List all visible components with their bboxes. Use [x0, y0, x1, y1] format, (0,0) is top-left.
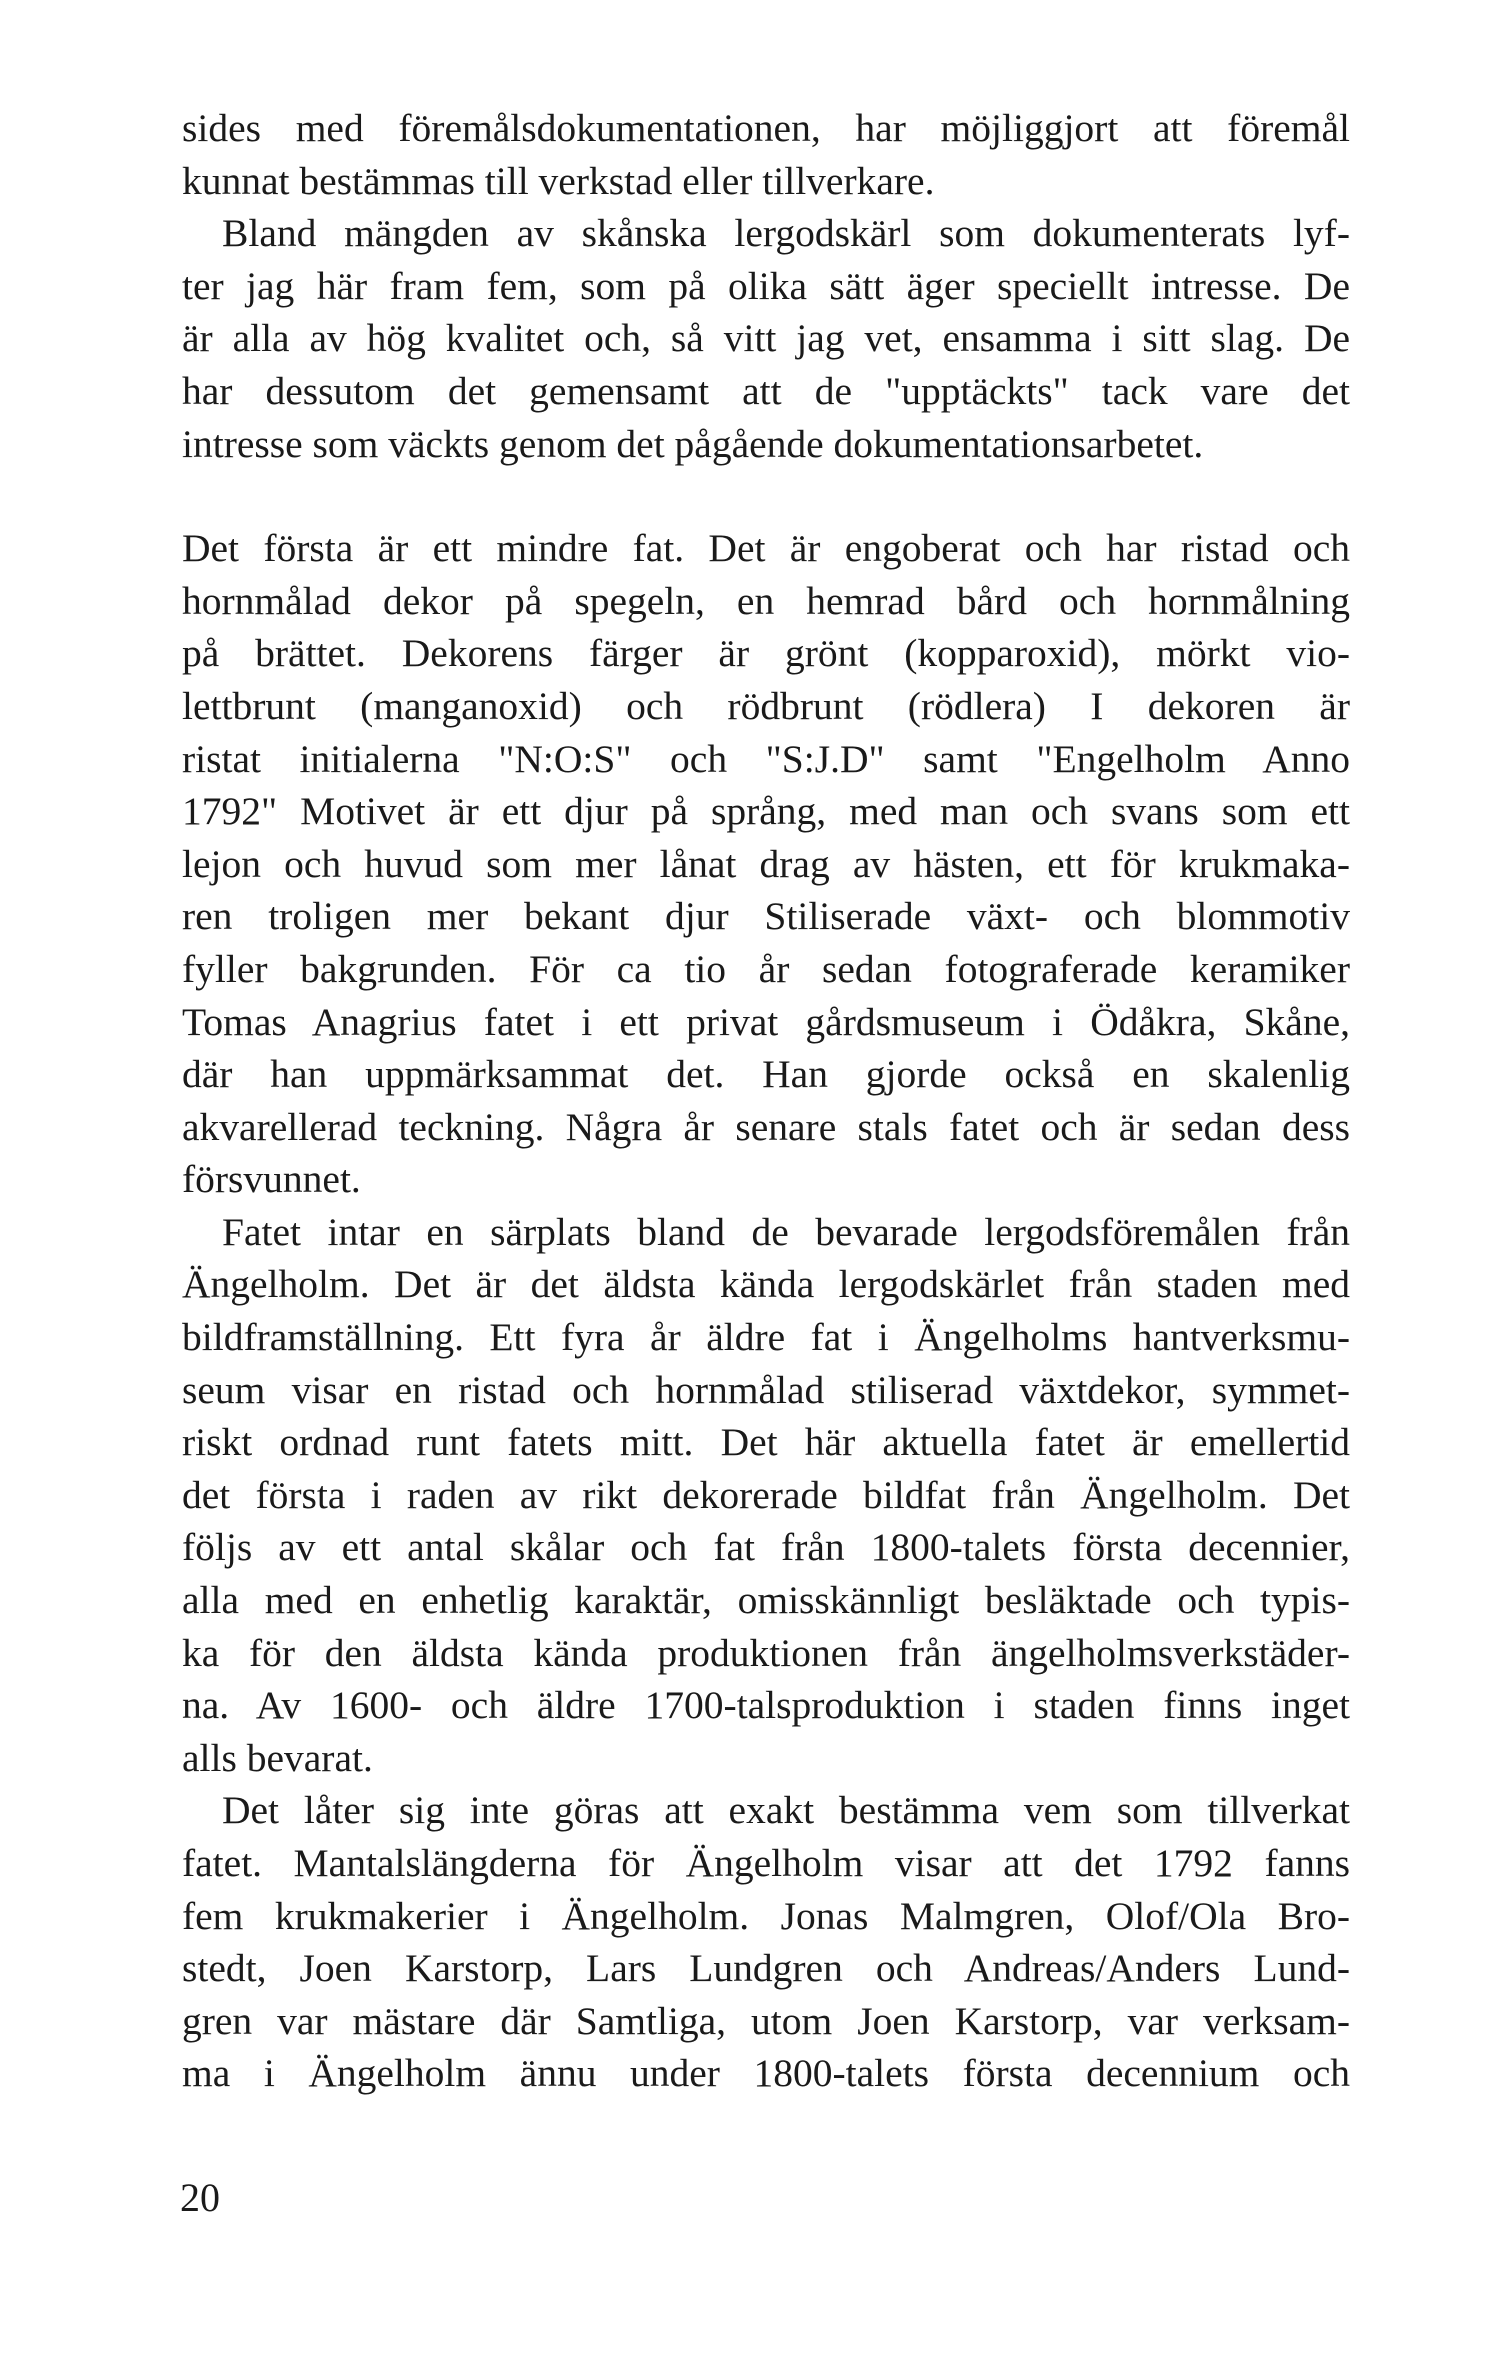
text-line: ma i Ängelholm ännu under 1800-talets första decennium och — [182, 2051, 1350, 2096]
text-line: där han uppmärksammat det. Han gjorde också en skalenlig — [182, 1052, 1350, 1097]
text-line: seum visar en ristad och hornmålad stiliserad växtdekor, symmet- — [182, 1367, 1350, 1412]
text-line: lettbrunt (manganoxid) och rödbrunt (rödlera) I dekoren är — [182, 683, 1350, 728]
paragraph — [182, 102, 1350, 207]
text-line: Det låter sig inte göras att exakt bestämma vem som tillverkat — [222, 1788, 1350, 1833]
text-line: på brättet. Dekorens färger är grönt (kopparoxid), mörkt vio- — [182, 631, 1350, 676]
text-line: lejon och huvud som mer lånat drag av hästen, ett för krukmaka- — [182, 841, 1350, 886]
text-line: följs av ett antal skålar och fat från 1800-talets första decennier, — [182, 1525, 1350, 1570]
text-line: hornmålad dekor på spegeln, en hemrad bård och hornmålning — [182, 578, 1350, 623]
text-line: alla med en enhetlig karaktär, omisskännligt besläktade och typis- — [182, 1578, 1350, 1623]
text-line: ka för den äldsta kända produktionen från ängelholmsverkstäder- — [182, 1630, 1350, 1675]
text-line: ristat initialerna "N:O:S" och "S:J.D" samt "Engelholm Anno — [182, 736, 1350, 781]
text-line: na. Av 1600- och äldre 1700-talsproduktion i staden finns inget — [182, 1683, 1350, 1728]
text-line: fatet. Mantalslängderna för Ängelholm visar att det 1792 fanns — [182, 1841, 1350, 1885]
text-line: akvarellerad teckning. Några år senare stals fatet och är sedan dess — [182, 1104, 1350, 1149]
text-line: riskt ordnad runt fatets mitt. Det här aktuella fatet är emellertid — [182, 1420, 1350, 1465]
page-number: 20 — [180, 2175, 220, 2220]
text-line: försvunnet. — [182, 1157, 361, 1202]
text-line: intresse som väckts genom det pågående dokumentationsarbetet. — [182, 421, 1204, 466]
text-line: Tomas Anagrius fatet i ett privat gårdsmuseum i Ödåkra, Skåne, — [182, 999, 1350, 1044]
text-line: Fatet intar en särplats bland de bevarade lergodsföremålen från — [222, 1209, 1350, 1254]
paragraph — [182, 522, 1350, 1206]
text-line: bildframställning. Ett fyra år äldre fat i Ängelholms hantverksmu- — [182, 1315, 1350, 1360]
text-line: 1792" Motivet är ett djur på språng, med man och svans som ett — [182, 789, 1350, 834]
text-line: det första i raden av rikt dekorerade bildfat från Ängelholm. Det — [182, 1472, 1350, 1517]
paragraph — [182, 1206, 1350, 1785]
text-line: gren var mästare där Samtliga, utom Joen Karstorp, var verksam- — [182, 1998, 1350, 2043]
paragraph — [182, 207, 1350, 470]
text-line: är alla av hög kvalitet och, så vitt jag vet, ensamma i sitt slag. De — [182, 316, 1350, 361]
text-line: Ängelholm. Det är det äldsta kända lergodskärlet från staden med — [182, 1262, 1350, 1307]
text-line: fem krukmakerier i Ängelholm. Jonas Malmgren, Olof/Ola Bro- — [182, 1893, 1350, 1938]
text-line: har dessutom det gemensamt att de "upptäckts" tack vare det — [182, 368, 1350, 413]
text-line: Bland mängden av skånska lergodskärl som dokumenterats lyf- — [222, 211, 1350, 256]
text-line: ter jag här fram fem, som på olika sätt äger speciellt intresse. De — [182, 263, 1350, 308]
text-line: alls bevarat. — [182, 1735, 373, 1780]
section-gap — [182, 470, 1350, 522]
paragraph — [182, 1784, 1350, 2100]
text-line: fyller bakgrunden. För ca tio år sedan fotograferade keramiker — [182, 946, 1350, 991]
text-line: stedt, Joen Karstorp, Lars Lundgren och Andreas/Anders Lund- — [182, 1946, 1350, 1991]
text-line: ren troligen mer bekant djur Stiliserade växt- och blommotiv — [182, 894, 1350, 939]
text-line: sides med föremålsdokumentationen, har möjliggjort att föremål — [182, 106, 1350, 150]
text-line: kunnat bestämmas till verkstad eller tillverkare. — [182, 158, 935, 203]
text-line: Det första är ett mindre fat. Det är engoberat och har ristad och — [182, 526, 1350, 571]
page-body — [182, 102, 1350, 2100]
